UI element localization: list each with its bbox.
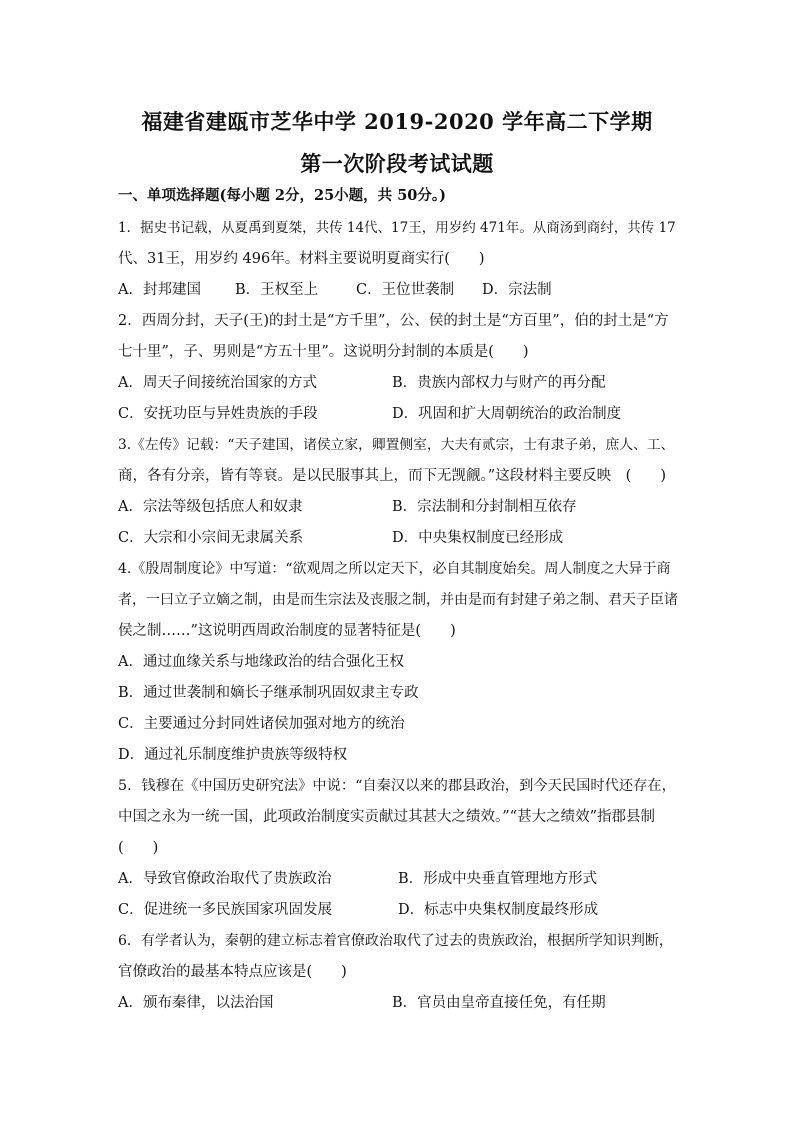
q3-option-c: C．大宗和小宗间无隶属关系 [118,530,304,546]
q1-option-c: C．王位世袭制 [356,282,455,298]
question-6-text: 官僚政治的最基本特点应该是( ) [118,964,347,980]
q2-option-d: D．巩固和扩大周朝统治的政治制度 [392,406,622,422]
q4-option-b: B．通过世袭制和嫡长子继承制巩固奴隶主专政 [118,685,419,701]
q2-option-c: C．安抚功臣与异姓贵族的手段 [118,406,318,422]
q5-option-c: C．促进统一多民族国家巩固发展 [118,902,333,918]
q5-option-d: D．标志中央集权制度最终形成 [398,902,599,918]
question-6-text: 6．有学者认为，秦朝的建立标志着官僚政治取代了过去的贵族政治，根据所学知识判断， [118,933,673,949]
question-4-text: 4.《殷周制度论》中写道：“欲观周之所以定天下，必自其制度始矣。周人制度之大异于商 [118,561,671,577]
question-4-text: 者，一曰立子立嫡之制，由是而生宗法及丧服之制，并由是而有封建子弟之制、君天子臣诸 [118,592,678,608]
exam-title: 福建省建瓯市芝华中学 2019-2020 学年高二下学期 [141,109,653,134]
q6-option-a: A．颁布秦律，以法治国 [118,995,274,1011]
q4-option-d: D．通过礼乐制度维护贵族等级特权 [118,747,348,763]
q1-option-b: B．王权至上 [235,282,319,298]
question-5-text: ( ) [118,840,159,856]
question-5-text: 中国之永为一统一国，此项政治制度实贡献过其甚大之绩效。”“甚大之绩效”指郡县制 [118,809,655,825]
question-1-text: 1．据史书记载，从夏禹到夏桀，共传 14代、17王，用岁约 471年。从商汤到商纣，共传 17 [118,220,676,236]
q6-option-b: B．官员由皇帝直接任免，有任期 [392,995,606,1011]
question-3-text: 3.《左传》记载：“天子建国，诸侯立家，卿置侧室，大夫有贰宗，士有隶子弟，庶人、工、 [118,437,675,453]
q3-option-b: B．宗法制和分封制相互依存 [392,499,577,515]
q1-option-d: D．宗法制 [482,282,552,298]
exam-subtitle: 第一次阶段考试试题 [300,151,494,176]
q2-option-b: B．贵族内部权力与财产的再分配 [392,375,606,391]
question-2-text: 2．西周分封，天子(王)的封土是“方千里”，公、侯的封土是“方百里”，伯的封土是“方 [118,313,669,329]
q5-option-b: B．形成中央垂直管理地方形式 [398,871,598,887]
question-3-text: 商，各有分亲，皆有等衰。是以民服事其上，而下无觊觎。”这段材料主要反映 ( ) [118,468,666,484]
section-heading: 一、单项选择题(每小题 2分，25小题，共 50分。) [118,187,447,204]
q4-option-a: A．通过血缘关系与地缘政治的结合强化王权 [118,654,404,670]
q3-option-a: A．宗法等级包括庶人和奴隶 [118,499,303,515]
q3-option-d: D．中央集权制度已经形成 [392,530,564,546]
question-2-text: 七十里”，子、男则是“方五十里”。这说明分封制的本质是( ) [118,344,529,360]
q5-option-a: A．导致官僚政治取代了贵族政治 [118,871,332,887]
question-4-text: 侯之制……”这说明西周政治制度的显著特征是( ) [118,623,456,639]
q4-option-c: C．主要通过分封同姓诸侯加强对地方的统治 [118,716,405,732]
question-1-text: 代、31王，用岁约 496年。材料主要说明夏商实行( ) [118,251,485,267]
q2-option-a: A．周天子间接统治国家的方式 [118,375,317,391]
question-5-text: 5．钱穆在《中国历史研究法》中说：“自秦汉以来的郡县政治，到今天民国时代还存在， [118,778,676,794]
q1-option-a: A．封邦建国 [118,282,201,298]
